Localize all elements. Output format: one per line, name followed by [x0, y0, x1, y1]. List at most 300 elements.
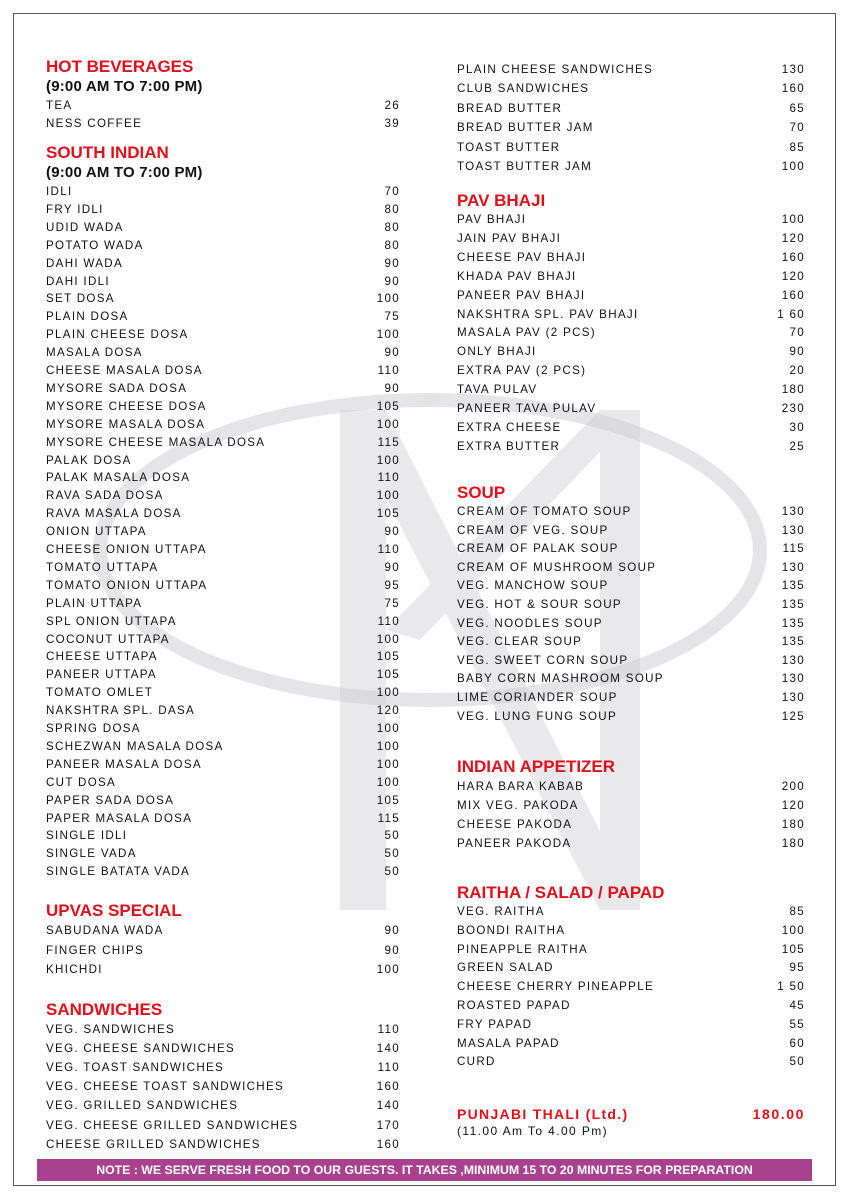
- item-name: SINGLE IDLI: [46, 829, 128, 843]
- menu-item: [457, 1016, 805, 1035]
- item-price: 200: [781, 780, 805, 793]
- menu-item: [457, 670, 805, 689]
- menu-item: [46, 1039, 406, 1058]
- menu-item: [46, 201, 406, 219]
- item-name: JAIN PAV BHAJI: [457, 231, 562, 245]
- item-price: 100: [376, 775, 400, 789]
- item-price: 140: [376, 1099, 400, 1113]
- item-list: [46, 921, 406, 980]
- item-price: 80: [384, 202, 400, 216]
- item-name: PAV BHAJI: [457, 213, 527, 226]
- item-list: [457, 903, 805, 1072]
- item-name: KHADA PAV BHAJI: [457, 269, 577, 283]
- item-name: EXTRA CHEESE: [457, 420, 562, 434]
- menu-section-south-indian: [46, 143, 406, 881]
- item-name: PANEER PAKODA: [457, 837, 572, 850]
- menu-item: [46, 452, 406, 470]
- item-price: 100: [376, 489, 400, 503]
- item-name: DAHI WADA: [46, 256, 123, 270]
- item-name: VEG. MANCHOW SOUP: [457, 579, 609, 593]
- item-name: EXTRA PAV (2 PCS): [457, 364, 587, 378]
- item-price: 130: [781, 523, 805, 537]
- item-name: BREAD BUTTER: [457, 101, 563, 115]
- item-price: 130: [781, 672, 805, 686]
- item-price: 50: [789, 1055, 805, 1069]
- menu-item: [457, 577, 805, 596]
- item-name: PANEER TAVA PULAV: [457, 402, 597, 415]
- item-name: VEG. RAITHA: [457, 905, 545, 918]
- item-price: 110: [377, 1023, 400, 1036]
- menu-item: [46, 487, 406, 505]
- item-name: NESS COFFEE: [46, 116, 143, 130]
- thali-price: 180.00: [752, 1106, 805, 1122]
- item-name: VEG. CLEAR SOUP: [457, 635, 583, 649]
- item-name: PANEER UTTAPA: [46, 668, 157, 682]
- item-price: 105: [376, 650, 400, 664]
- item-list: [457, 777, 805, 853]
- menu-item: [46, 648, 406, 666]
- menu-item: [46, 308, 406, 326]
- item-name: TOMATO OMLET: [46, 686, 154, 700]
- punjabi-thali: [457, 1106, 805, 1138]
- item-price: 230: [781, 402, 805, 415]
- menu-item: [46, 362, 406, 380]
- item-price: 100: [376, 328, 400, 342]
- item-price: 70: [789, 326, 805, 340]
- item-price: 110: [377, 543, 400, 556]
- menu-item: [46, 792, 406, 810]
- item-price: 100: [376, 963, 400, 976]
- item-name: ROASTED PAPAD: [457, 999, 571, 1012]
- menu-item: [457, 503, 805, 522]
- item-price: 100: [376, 453, 400, 467]
- item-price: 115: [377, 435, 400, 449]
- menu-item: [457, 997, 805, 1016]
- item-name: CREAM OF TOMATO SOUP: [457, 505, 632, 518]
- item-name: VEG. CHEESE GRILLED SANDWICHES: [46, 1118, 299, 1132]
- menu-item: [46, 684, 406, 702]
- menu-item: [457, 1053, 805, 1072]
- item-name: VEG. NOODLES SOUP: [457, 616, 603, 630]
- item-price: 110: [377, 471, 400, 485]
- menu-item: [46, 666, 406, 684]
- menu-item: [46, 344, 406, 362]
- menu-item: [457, 306, 805, 325]
- menu-item: [457, 941, 805, 960]
- item-price: 105: [376, 668, 400, 682]
- menu-item: [457, 438, 805, 457]
- item-price: 100: [376, 292, 400, 306]
- menu-item: [457, 1035, 805, 1054]
- menu-item: [457, 596, 805, 615]
- item-name: PLAIN UTTAPA: [46, 596, 143, 610]
- item-price: 100: [781, 160, 805, 173]
- item-name: COCONUT UTTAPA: [46, 632, 170, 646]
- item-price: 100: [781, 213, 805, 226]
- section-title: SANDWICHES: [46, 1000, 163, 1019]
- menu-item: [46, 720, 406, 738]
- item-price: 100: [781, 923, 805, 937]
- item-price: 39: [384, 116, 400, 130]
- item-name: VEG. SANDWICHES: [46, 1023, 176, 1036]
- menu-item: [457, 922, 805, 941]
- item-price: 105: [376, 507, 400, 521]
- section-title: INDIAN APPETIZER: [457, 757, 616, 776]
- menu-item: [457, 419, 805, 438]
- menu-item: [457, 211, 805, 230]
- section-hours: (9:00 AM TO 7:00 PM): [46, 164, 203, 181]
- item-price: 90: [384, 274, 400, 288]
- item-price: 135: [781, 579, 805, 593]
- item-price: 110: [377, 1061, 400, 1075]
- menu-item: [46, 756, 406, 774]
- section-title: UPVAS SPECIAL: [46, 901, 182, 920]
- menu-item: [46, 613, 406, 631]
- item-price: 25: [789, 439, 805, 453]
- menu-item: [46, 115, 406, 133]
- item-price: 50: [384, 829, 400, 843]
- menu-section-sandwiches: [46, 1000, 406, 1154]
- menu-item: [457, 834, 805, 853]
- item-name: CURD: [457, 1055, 496, 1069]
- item-name: ONLY BHAJI: [457, 345, 537, 359]
- menu-section-indian-appetizer: [457, 757, 805, 853]
- menu-item: [457, 60, 805, 79]
- menu-item: [46, 595, 406, 613]
- item-price: 26: [384, 99, 400, 112]
- item-price: 160: [781, 250, 805, 264]
- item-name: CHEESE ONION UTTAPA: [46, 543, 207, 556]
- section-title: RAITHA / SALAD / PAPAD: [457, 883, 665, 902]
- item-name: RAVA MASALA DOSA: [46, 507, 182, 521]
- menu-item: [46, 559, 406, 577]
- item-price: 80: [384, 238, 400, 252]
- item-name: CHEESE CHERRY PINEAPPLE: [457, 980, 654, 994]
- menu-item: [457, 689, 805, 708]
- item-name: CREAM OF MUSHROOM SOUP: [457, 560, 657, 574]
- menu-item: [457, 249, 805, 268]
- item-name: SPL ONION UTTAPA: [46, 614, 177, 628]
- menu-item: [457, 708, 805, 727]
- item-name: NAKSHTRA SPL. PAV BHAJI: [457, 307, 639, 321]
- thali-label: PUNJABI THALI (Ltd.): [457, 1106, 629, 1122]
- item-name: NAKSHTRA SPL. DASA: [46, 704, 196, 718]
- item-name: FINGER CHIPS: [46, 943, 145, 957]
- item-name: CREAM OF PALAK SOUP: [457, 542, 619, 556]
- menu-item: [46, 416, 406, 434]
- menu-item: [457, 978, 805, 997]
- menu-item: [46, 469, 406, 487]
- item-name: BABY CORN MASHROOM SOUP: [457, 672, 664, 686]
- menu-item: [46, 290, 406, 308]
- item-price: 180: [781, 818, 805, 831]
- menu-item: [457, 540, 805, 559]
- item-price: 130: [781, 653, 805, 667]
- item-price: 160: [376, 1137, 400, 1151]
- item-name: EXTRA BUTTER: [457, 439, 561, 453]
- item-name: SCHEZWAN MASALA DOSA: [46, 739, 224, 753]
- item-name: VEG. LUNG FUNG SOUP: [457, 709, 617, 723]
- item-price: 100: [376, 632, 400, 646]
- item-price: 160: [376, 1080, 400, 1094]
- item-price: 90: [384, 256, 400, 270]
- menu-item: [46, 577, 406, 595]
- item-price: 50: [384, 865, 400, 879]
- menu-item: [46, 1020, 406, 1039]
- menu-item: [457, 138, 805, 157]
- item-price: 180: [781, 383, 805, 397]
- item-price: 65: [789, 101, 805, 115]
- item-name: SABUDANA WADA: [46, 924, 164, 937]
- item-name: PAPER SADA DOSA: [46, 793, 175, 807]
- menu-item: [457, 343, 805, 362]
- item-name: BOONDI RAITHA: [457, 923, 566, 937]
- item-price: 180: [781, 837, 805, 850]
- item-price: 20: [789, 364, 805, 378]
- item-price: 100: [376, 417, 400, 431]
- item-name: TOAST BUTTER: [457, 140, 561, 154]
- menu-item: [457, 959, 805, 978]
- item-price: 95: [384, 578, 400, 592]
- menu-item: [46, 237, 406, 255]
- item-price: 90: [384, 346, 400, 360]
- menu-item: [457, 615, 805, 634]
- menu-section-soup: [457, 483, 805, 726]
- menu-item: [46, 921, 406, 941]
- menu-item: [457, 381, 805, 400]
- item-price: 110: [377, 614, 400, 628]
- menu-item: [46, 702, 406, 720]
- item-name: PLAIN CHEESE DOSA: [46, 328, 189, 342]
- menu-item: [46, 273, 406, 291]
- item-price: 75: [384, 310, 400, 324]
- item-name: PANEER MASALA DOSA: [46, 757, 202, 771]
- item-name: CHEESE PAKODA: [457, 818, 573, 831]
- item-name: CREAM OF VEG. SOUP: [457, 523, 609, 537]
- menu-item: [457, 777, 805, 796]
- menu-item: [46, 326, 406, 344]
- item-name: CHEESE GRILLED SANDWICHES: [46, 1137, 261, 1151]
- item-name: RAVA SADA DOSA: [46, 489, 164, 503]
- item-price: 130: [781, 691, 805, 704]
- item-list: [457, 503, 805, 726]
- menu-item: [46, 845, 406, 863]
- menu-item: [46, 398, 406, 416]
- item-price: 115: [782, 542, 805, 556]
- item-price: 120: [781, 231, 805, 245]
- menu-section-upvas-special: [46, 901, 406, 980]
- item-price: 100: [376, 722, 400, 735]
- item-name: SET DOSA: [46, 292, 115, 306]
- menu-item: [46, 523, 406, 541]
- item-price: 70: [789, 121, 805, 135]
- menu-section-pav-bhaji: [457, 191, 805, 457]
- menu-item: [457, 796, 805, 815]
- item-name: MYSORE CHEESE MASALA DOSA: [46, 435, 266, 449]
- item-list: [46, 97, 406, 133]
- item-name: CHEESE UTTAPA: [46, 650, 158, 664]
- menu-item: [46, 1058, 406, 1077]
- item-price: 170: [376, 1118, 400, 1132]
- item-price: 140: [376, 1042, 400, 1056]
- thali-hours: (11.00 Am To 4.00 Pm): [457, 1124, 609, 1138]
- item-price: 120: [781, 269, 805, 283]
- item-price: 80: [384, 220, 400, 234]
- item-price: 110: [377, 364, 400, 377]
- item-price: 90: [384, 381, 400, 395]
- menu-item: [457, 79, 805, 98]
- item-price: 70: [384, 185, 400, 198]
- item-price: 95: [789, 961, 805, 975]
- item-price: 45: [789, 999, 805, 1012]
- item-price: 85: [789, 905, 805, 918]
- item-price: 135: [781, 598, 805, 611]
- item-name: PALAK MASALA DOSA: [46, 471, 191, 485]
- menu-item: [46, 380, 406, 398]
- item-name: MYSORE CHEESE DOSA: [46, 399, 207, 413]
- item-name: PINEAPPLE RAITHA: [457, 942, 588, 956]
- menu-item: [46, 97, 406, 115]
- menu-section-continued: [457, 60, 805, 176]
- item-price: 125: [781, 709, 805, 723]
- item-name: LIME CORIANDER SOUP: [457, 691, 618, 704]
- item-price: 130: [781, 560, 805, 574]
- item-list: [457, 211, 805, 457]
- item-name: KHICHDI: [46, 963, 103, 976]
- item-name: PAPER MASALA DOSA: [46, 811, 193, 825]
- item-name: GREEN SALAD: [457, 961, 554, 975]
- item-price: 120: [376, 704, 400, 718]
- section-title: HOT BEVERAGES: [46, 57, 194, 76]
- item-name: TOMATO ONION UTTAPA: [46, 578, 208, 592]
- item-price: 130: [781, 505, 805, 518]
- item-price: 75: [384, 596, 400, 610]
- item-name: POTATO WADA: [46, 238, 144, 252]
- menu-item: [457, 633, 805, 652]
- item-price: 90: [384, 525, 400, 539]
- item-name: MYSORE SADA DOSA: [46, 381, 188, 395]
- item-name: VEG. CHEESE SANDWICHES: [46, 1042, 236, 1056]
- item-price: 120: [781, 799, 805, 812]
- menu-item: [457, 815, 805, 834]
- section-title: SOUP: [457, 483, 506, 502]
- menu-item: [457, 99, 805, 118]
- item-name: SINGLE VADA: [46, 847, 137, 861]
- item-price: 55: [789, 1017, 805, 1031]
- item-price: 135: [781, 616, 805, 630]
- item-name: PANEER PAV BHAJI: [457, 288, 586, 302]
- item-name: PLAIN DOSA: [46, 310, 129, 324]
- item-name: SINGLE BATATA VADA: [46, 865, 191, 879]
- item-name: VEG. HOT & SOUR SOUP: [457, 598, 622, 611]
- item-name: TAVA PULAV: [457, 383, 538, 397]
- item-name: FRY PAPAD: [457, 1017, 533, 1031]
- menu-item: [46, 631, 406, 649]
- item-price: 160: [781, 82, 805, 96]
- item-price: 1 50: [777, 980, 805, 994]
- menu-item: [46, 1135, 406, 1154]
- item-name: MASALA PAPAD: [457, 1036, 560, 1050]
- menu-item: [457, 287, 805, 306]
- item-name: ONION UTTAPA: [46, 525, 147, 539]
- menu-item: [46, 960, 406, 980]
- item-price: 130: [781, 63, 805, 76]
- menu-item: [46, 505, 406, 523]
- item-name: MIX VEG. PAKODA: [457, 799, 579, 812]
- item-name: BREAD BUTTER JAM: [457, 121, 594, 135]
- item-name: MASALA DOSA: [46, 346, 143, 360]
- item-name: HARA BARA KABAB: [457, 780, 585, 793]
- menu-item: [457, 362, 805, 381]
- item-price: 1 60: [777, 307, 805, 321]
- item-name: DAHI IDLI: [46, 274, 110, 288]
- item-name: IDLI: [46, 185, 73, 198]
- preparation-note: NOTE : WE SERVE FRESH FOOD TO OUR GUESTS. IT TAKES ,MINIMUM 15 TO 20 MINUTES FOR PREPARATION: [37, 1159, 812, 1181]
- section-title: PAV BHAJI: [457, 191, 546, 210]
- menu-item: [457, 268, 805, 287]
- item-name: CUT DOSA: [46, 775, 117, 789]
- item-price: 90: [789, 345, 805, 359]
- menu-item: [46, 738, 406, 756]
- menu-item: [46, 827, 406, 845]
- item-price: 85: [789, 140, 805, 154]
- section-title: SOUTH INDIAN: [46, 143, 169, 162]
- item-list: [46, 1020, 406, 1154]
- item-name: CHEESE PAV BHAJI: [457, 250, 587, 264]
- item-name: FRY IDLI: [46, 202, 104, 216]
- item-price: 90: [384, 924, 400, 937]
- menu-item: [457, 157, 805, 176]
- item-name: PALAK DOSA: [46, 453, 132, 467]
- item-name: TOAST BUTTER JAM: [457, 160, 593, 173]
- menu-item: [457, 230, 805, 249]
- item-price: 90: [384, 560, 400, 574]
- menu-item: [457, 559, 805, 578]
- item-name: PLAIN CHEESE SANDWICHES: [457, 63, 654, 76]
- menu-item: [46, 863, 406, 881]
- item-price: 135: [781, 635, 805, 649]
- menu-item: [46, 774, 406, 792]
- item-price: 115: [377, 811, 400, 825]
- item-price: 90: [384, 943, 400, 957]
- menu-item: [457, 903, 805, 922]
- item-price: 105: [781, 942, 805, 956]
- menu-item: [46, 1096, 406, 1115]
- item-name: UDID WADA: [46, 220, 124, 234]
- item-price: 100: [376, 686, 400, 700]
- item-name: SPRING DOSA: [46, 722, 141, 735]
- item-name: VEG. SWEET CORN SOUP: [457, 653, 629, 667]
- item-name: MASALA PAV (2 PCS): [457, 326, 596, 340]
- menu-item: [457, 324, 805, 343]
- item-name: CHEESE MASALA DOSA: [46, 364, 203, 377]
- menu-item: [46, 810, 406, 828]
- menu-item: [46, 1116, 406, 1135]
- section-hours: (9:00 AM TO 7:00 PM): [46, 78, 203, 95]
- item-name: VEG. GRILLED SANDWICHES: [46, 1099, 239, 1113]
- item-price: 100: [376, 739, 400, 753]
- item-price: 100: [376, 757, 400, 771]
- menu-item: [46, 183, 406, 201]
- menu-item: [457, 400, 805, 419]
- menu-item: [46, 1077, 406, 1096]
- menu-item: [457, 652, 805, 671]
- menu-item: [46, 255, 406, 273]
- menu-item: [457, 522, 805, 541]
- item-name: VEG. CHEESE TOAST SANDWICHES: [46, 1080, 285, 1094]
- menu-section-hot-beverages: [46, 57, 406, 133]
- item-price: 60: [789, 1036, 805, 1050]
